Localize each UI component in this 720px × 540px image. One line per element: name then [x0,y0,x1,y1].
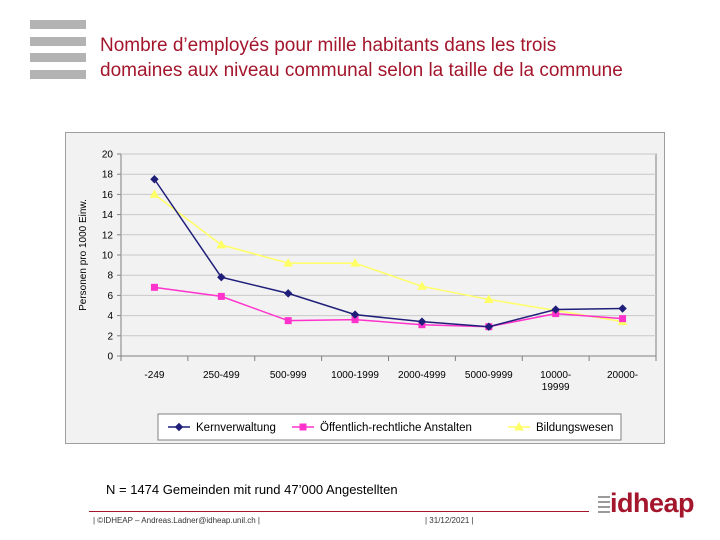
menu-bars-icon [30,20,86,86]
logo-text: idheap [610,488,695,518]
x-tick-label: 20000- [606,370,639,381]
slide-title [100,33,700,83]
x-tick-label: 19999 [541,382,570,393]
y-tick-label: 4 [107,311,113,323]
data-point [620,316,626,322]
legend-label: Kernverwaltung [196,422,276,434]
y-tick-label: 0 [107,351,113,363]
y-tick-label: 2 [107,331,113,343]
y-tick-label: 16 [101,189,113,201]
y-tick-label: 6 [107,290,113,302]
footer-divider [89,511,589,512]
y-axis-label: Personen pro 1000 Einw. [78,199,89,311]
y-tick-label: 12 [101,230,113,242]
data-point [151,284,157,290]
idheap-logo [598,488,695,522]
logo-lines-icon [598,496,610,516]
sample-note: N = 1474 Gemeinden mit rund 47’000 Angestellten [106,482,398,497]
footer-copyright: | ©IDHEAP – Andreas.Ladner@idheap.unil.ch | [93,516,261,525]
slide-title-line-2: domaines aux niveau communal selon la taille de la commune [100,60,623,81]
y-tick-label: 10 [101,250,113,262]
x-tick-label: -249 [144,370,165,381]
x-tick-label: 2000-4999 [398,370,446,381]
x-tick-label: 250-499 [202,370,240,381]
y-tick-label: 20 [101,149,113,161]
x-tick-label: 1000-1999 [331,370,379,381]
line-chart [66,133,664,443]
legend-marker [300,424,306,430]
x-tick-label: 5000-9999 [464,370,513,381]
data-point [285,318,291,324]
chart-frame [65,132,665,444]
legend-label: Bildungswesen [536,422,614,434]
footer-date: | 31/12/2021 | [425,516,474,525]
data-point [218,293,224,299]
y-tick-label: 8 [107,270,113,282]
legend-label: Öffentlich-rechtliche Anstalten [320,422,472,434]
y-tick-label: 14 [101,210,113,222]
slide-title-line-1: Nombre d’employés pour mille habitants dans les trois [100,35,557,56]
y-tick-label: 18 [101,169,113,181]
x-tick-label: 10000- [540,370,572,381]
x-tick-label: 500-999 [269,370,307,381]
